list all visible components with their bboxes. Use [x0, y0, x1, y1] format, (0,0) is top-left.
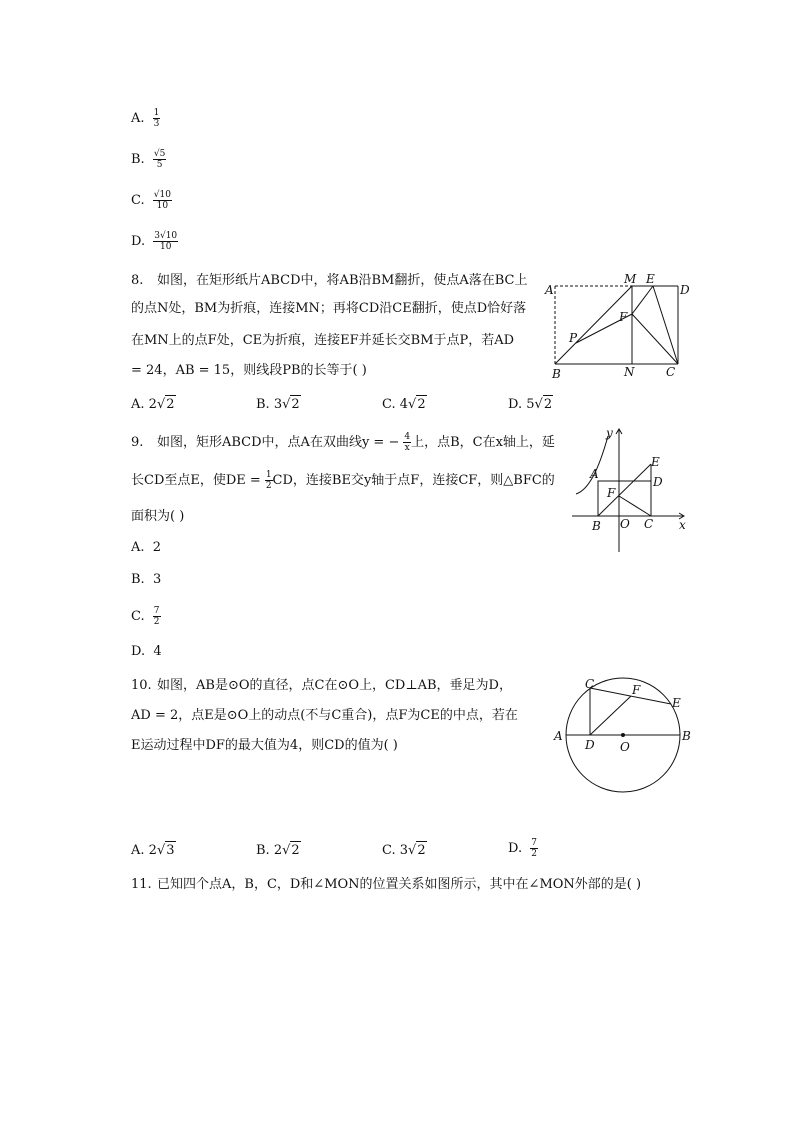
q8-line-4: = 24，AB = 15，则线段PB的长等于( ) — [131, 363, 367, 378]
q10-option-c: C. 3√2 — [382, 843, 426, 858]
label-n: N — [624, 365, 635, 379]
label-b: B — [682, 729, 691, 743]
label-e: E — [646, 272, 655, 286]
label-c: C — [644, 517, 654, 531]
label-b: B — [552, 367, 561, 381]
q9-line-1: 9. 如图，矩形ABCD中，点A在双曲线y = − $\frac{4}{x}$ 上，点B，C在x轴上，延 — [131, 432, 555, 453]
label-y: y — [606, 426, 613, 440]
segment-ec — [653, 286, 678, 364]
hyperbola-curve — [576, 436, 608, 494]
q8-line-3: 在MN上的点F处，CE为折痕，连接EF并延长交BM于点P，若AD — [131, 333, 515, 348]
center-point — [621, 733, 625, 737]
q7-option-d: D. $\frac{3√10}{10}$ — [131, 231, 178, 252]
fraction: $\frac{3√10}{10}$ — [154, 231, 178, 252]
label-f: F — [619, 310, 628, 324]
q10-circle-figure — [548, 672, 698, 798]
label-o: O — [620, 740, 630, 754]
label-d: D — [585, 738, 595, 752]
fraction: $\frac{7}{2}$ — [153, 606, 160, 627]
segment-ef — [632, 286, 653, 314]
q7-option-b: B. $\frac{√5}{5}$ — [131, 149, 166, 170]
label-o: O — [620, 517, 630, 531]
q9-option-d: D. 4 — [131, 644, 162, 659]
label-c: C — [666, 365, 676, 379]
q9-line-3: 面积为( ) — [131, 509, 185, 524]
label-p: P — [569, 331, 578, 345]
q10-line-2: AD = 2，点E是⊙O上的动点(不与C重合)，点F为CE的中点，若在 — [131, 708, 518, 723]
q8-option-b: B. 3√2 — [256, 397, 300, 412]
label-e: E — [651, 455, 660, 469]
q10-line-3: E运动过程中DF的最大值为4，则CD的值为( ) — [131, 738, 398, 753]
fraction: $\frac{√5}{5}$ — [153, 149, 166, 170]
label-d: D — [653, 475, 663, 489]
q7-option-a: A. $\frac{1}{3}$ — [131, 108, 160, 129]
label-d: D — [680, 283, 690, 297]
q10-line-1: 10. 如图，AB是⊙O的直径，点C在⊙O上，CD⊥AB，垂足为D， — [131, 678, 512, 693]
segment-bm — [555, 286, 632, 364]
q10-option-b: B. 2√2 — [256, 843, 300, 858]
label-a: A — [545, 283, 554, 297]
label-m: M — [624, 272, 637, 286]
fraction: $\frac{4}{x}$ — [404, 432, 411, 453]
q8-line-2: 的点N处，BM为折痕，连接MN；再将CD沿CE翻折，使点D恰好落 — [131, 301, 527, 316]
q9-option-c: C. $\frac{7}{2}$ — [131, 606, 160, 627]
q8-line-1: 8. 如图，在矩形纸片ABCD中，将AB沿BM翻折，使点A落在BC上 — [131, 273, 528, 288]
q9-option-b: B. 3 — [131, 572, 162, 587]
label-c: C — [585, 677, 595, 691]
q9-coordinate-figure — [566, 424, 696, 554]
fraction: $\frac{7}{2}$ — [531, 838, 537, 859]
label-x: x — [679, 518, 686, 532]
q8-option-a: A. 2√2 — [131, 397, 175, 412]
q11-line-1: 11. 已知四个点A，B，C，D和∠MON的位置关系如图所示，其中在∠MON外部的是( ) — [131, 877, 642, 892]
label-b: B — [592, 519, 601, 533]
q8-rectangle-figure — [540, 270, 700, 382]
label-a: A — [554, 729, 563, 743]
q8-option-d: D. 5√2 — [508, 397, 553, 412]
q10-option-a: A. 2√3 — [131, 843, 175, 858]
q9-option-a: A. 2 — [131, 540, 162, 555]
q7-option-c: C. $\frac{√10}{10}$ — [131, 190, 171, 211]
label-f: F — [607, 486, 616, 500]
segment-fc — [632, 314, 678, 364]
fraction: $\frac{√10}{10}$ — [153, 190, 171, 211]
q8-option-c: C. 4√2 — [382, 397, 426, 412]
segment-fc — [619, 496, 651, 516]
segment-be — [598, 464, 651, 516]
fraction: $\frac{1}{2}$ — [265, 470, 272, 491]
label-a: A — [590, 467, 599, 481]
q10-option-d: D. $\frac{7}{2}$ — [508, 838, 537, 859]
label-f: F — [632, 683, 641, 697]
q9-line-2: 长CD至点E，使DE = $\frac{1}{2}$ CD，连接BE交y轴于点F，连接CF，则△BFC的 — [131, 470, 555, 491]
fraction: $\frac{1}{3}$ — [153, 108, 160, 129]
segment-df — [590, 696, 631, 735]
label-e: E — [672, 696, 681, 710]
